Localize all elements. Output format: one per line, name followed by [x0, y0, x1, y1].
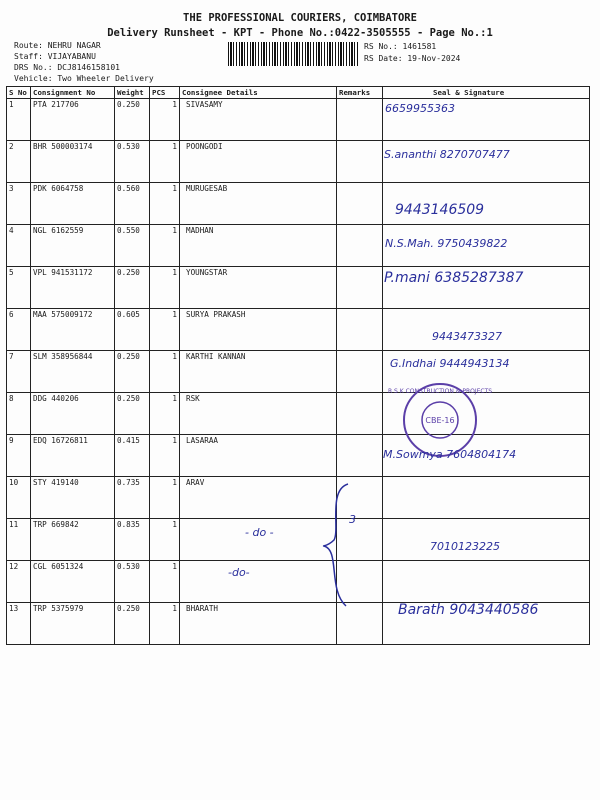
- cell-name: [180, 561, 337, 603]
- barcode: [228, 42, 358, 66]
- cell-pcs: 1: [150, 561, 180, 603]
- cell-pcs: 1: [150, 435, 180, 477]
- cell-remark: [337, 225, 383, 267]
- cell-sno: 2: [7, 141, 31, 183]
- cell-remark: [337, 183, 383, 225]
- cell-remark: [337, 99, 383, 141]
- cell-name: [180, 519, 337, 561]
- cell-name: MURUGESAB: [180, 183, 337, 225]
- signature-3: 9443146509: [395, 202, 485, 218]
- cell-pcs: 1: [150, 183, 180, 225]
- cell-weight: 0.250: [115, 393, 150, 435]
- cell-pcs: 1: [150, 351, 180, 393]
- brace-mark: [318, 480, 358, 610]
- cell-sno: 5: [7, 267, 31, 309]
- cell-weight: 0.415: [115, 435, 150, 477]
- cell-cno: TRP 5375979: [31, 603, 115, 645]
- signature-11: 7010123225: [430, 540, 500, 553]
- signature-cell: [383, 561, 590, 603]
- cell-remark: [337, 393, 383, 435]
- cell-cno: MAA 575009172: [31, 309, 115, 351]
- table-row: [7, 183, 590, 225]
- cell-sno: 7: [7, 351, 31, 393]
- cell-name: YOUNGSTAR: [180, 267, 337, 309]
- stamp-center-text: CBE-16: [425, 416, 455, 425]
- cell-pcs: 1: [150, 393, 180, 435]
- cell-name: SURYA PRAKASH: [180, 309, 337, 351]
- signature-5: P.mani 6385287387: [384, 270, 524, 286]
- cell-sno: 9: [7, 435, 31, 477]
- signature-1: 6659955363: [385, 102, 455, 115]
- cell-remark: [337, 435, 383, 477]
- cell-cno: NGL 6162559: [31, 225, 115, 267]
- cell-weight: 0.550: [115, 225, 150, 267]
- vehicle-label: Vehicle: Two Wheeler Delivery: [14, 74, 154, 83]
- cell-name: SIVASAMY: [180, 99, 337, 141]
- staff-label: Staff: VIJAYABANU: [14, 52, 96, 61]
- cell-weight: 0.835: [115, 519, 150, 561]
- cell-remark: [337, 351, 383, 393]
- cell-cno: DDG 440206: [31, 393, 115, 435]
- cell-weight: 0.250: [115, 351, 150, 393]
- cell-remark: [337, 309, 383, 351]
- cell-pcs: 1: [150, 477, 180, 519]
- rs-number: RS No.: 1461581: [364, 42, 437, 51]
- route-label: Route: NEHRU NAGAR: [14, 41, 101, 50]
- cell-sno: 1: [7, 99, 31, 141]
- cell-cno: BHR 500003174: [31, 141, 115, 183]
- col-header: PCS: [150, 87, 180, 99]
- cell-name: ARAV: [180, 477, 337, 519]
- cell-weight: 0.530: [115, 141, 150, 183]
- cell-weight: 0.530: [115, 561, 150, 603]
- col-header: Remarks: [337, 87, 383, 99]
- cell-weight: 0.735: [115, 477, 150, 519]
- cell-cno: SLM 358956844: [31, 351, 115, 393]
- cell-sno: 10: [7, 477, 31, 519]
- cell-pcs: 1: [150, 225, 180, 267]
- cell-pcs: 1: [150, 267, 180, 309]
- signature-13: Barath 9043440586: [398, 602, 539, 618]
- table-row: [7, 141, 590, 183]
- cell-sno: 6: [7, 309, 31, 351]
- runsheet-subtitle: Delivery Runsheet - KPT - Phone No.:0422-3505555 - Page No.:1: [107, 27, 493, 39]
- cell-cno: VPL 941531172: [31, 267, 115, 309]
- cell-sno: 8: [7, 393, 31, 435]
- rs-date: RS Date: 19-Nov-2024: [364, 54, 461, 63]
- cell-remark: [337, 141, 383, 183]
- cell-cno: EDQ 16726811: [31, 435, 115, 477]
- cell-name: BHARATH: [180, 603, 337, 645]
- cell-sno: 11: [7, 519, 31, 561]
- col-header: S No: [7, 87, 31, 99]
- table-header-row: [7, 87, 590, 99]
- cell-sno: 4: [7, 225, 31, 267]
- stamp-outer-text: R S K CONSTRUCTION & PROJECTS: [387, 388, 493, 395]
- signature-6: 9443473327: [432, 330, 502, 343]
- cell-pcs: 1: [150, 519, 180, 561]
- cell-weight: 0.250: [115, 99, 150, 141]
- signature-7: G.Indhai 9444943134: [390, 357, 510, 370]
- cell-name: MADHAN: [180, 225, 337, 267]
- cell-sno: 3: [7, 183, 31, 225]
- company-title: THE PROFESSIONAL COURIERS, COIMBATORE: [183, 12, 417, 24]
- cell-remark: [337, 267, 383, 309]
- col-header: Seal & Signature: [383, 87, 590, 99]
- table-row: [7, 309, 590, 351]
- cell-name: POONGODI: [180, 141, 337, 183]
- cell-name: KARTHI KANNAN: [180, 351, 337, 393]
- signature-4: N.S.Mah. 9750439822: [385, 237, 508, 250]
- cell-cno: PTA 217706: [31, 99, 115, 141]
- table-row: [7, 99, 590, 141]
- cell-weight: 0.250: [115, 603, 150, 645]
- cell-cno: PDK 6064758: [31, 183, 115, 225]
- signature-9: M.Sowmya 7604804174: [383, 448, 517, 461]
- cell-pcs: 1: [150, 603, 180, 645]
- table-row: [7, 477, 590, 519]
- cell-weight: 0.250: [115, 267, 150, 309]
- cell-weight: 0.560: [115, 183, 150, 225]
- cell-sno: 13: [7, 603, 31, 645]
- signature-cell: [383, 477, 590, 519]
- ditto-mark-12: -do-: [228, 566, 250, 579]
- cell-cno: TRP 669842: [31, 519, 115, 561]
- table-row: [7, 519, 590, 561]
- cell-name: RSK: [180, 393, 337, 435]
- signature-2: S.ananthi 8270707477: [384, 148, 510, 161]
- cell-pcs: 1: [150, 99, 180, 141]
- col-header: Weight: [115, 87, 150, 99]
- cell-pcs: 1: [150, 141, 180, 183]
- brace-count: 3: [349, 513, 356, 526]
- table-row: [7, 561, 590, 603]
- cell-sno: 12: [7, 561, 31, 603]
- cell-cno: STY 419140: [31, 477, 115, 519]
- col-header: Consignment No: [31, 87, 115, 99]
- ditto-mark-11: - do -: [245, 526, 274, 539]
- drs-number: DRS No.: DCJ8146158101: [14, 63, 120, 72]
- signature-cell: [383, 141, 590, 183]
- cell-pcs: 1: [150, 309, 180, 351]
- cell-name: LASARAA: [180, 435, 337, 477]
- table-row: [7, 393, 590, 435]
- cell-cno: CGL 6051324: [31, 561, 115, 603]
- col-header: Consignee Details: [180, 87, 337, 99]
- cell-weight: 0.605: [115, 309, 150, 351]
